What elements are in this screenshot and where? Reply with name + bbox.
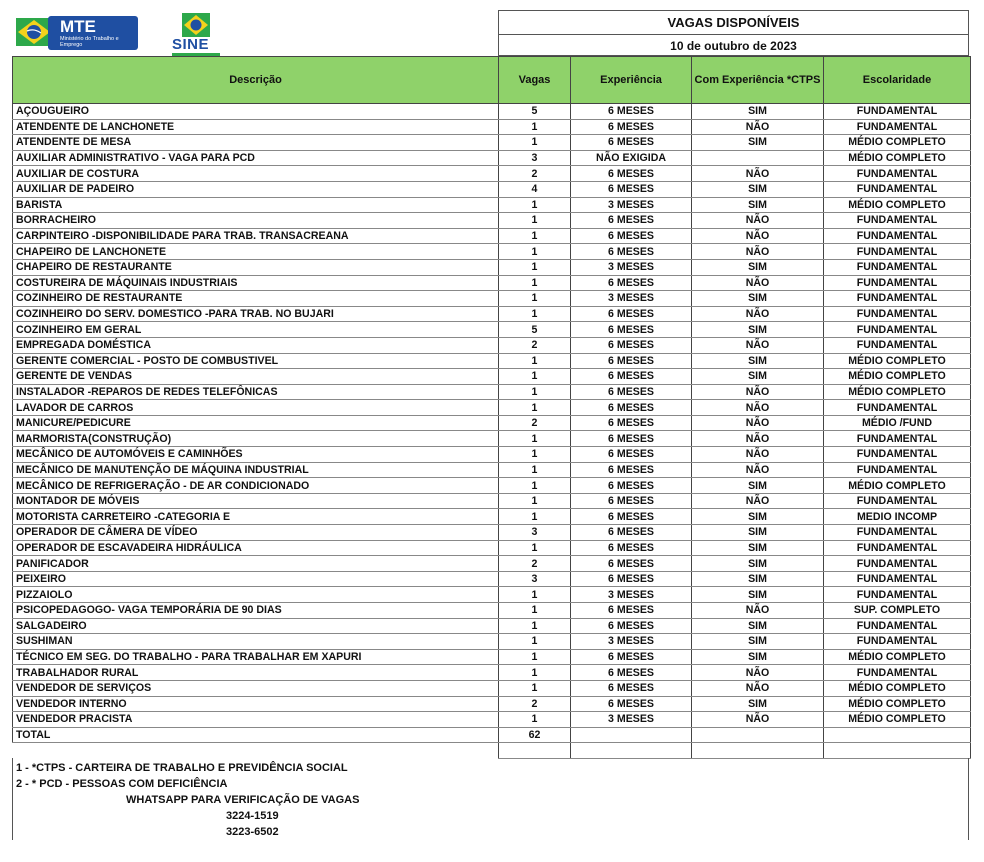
note-whatsapp: WHATSAPP PARA VERIFICAÇÃO DE VAGAS xyxy=(126,794,360,806)
cell-experiencia: 6 MESES xyxy=(571,166,692,182)
cell-experiencia: 6 MESES xyxy=(571,603,692,619)
cell-escolaridade: MÉDIO COMPLETO xyxy=(824,680,971,696)
table-row xyxy=(13,275,971,291)
table-row xyxy=(13,447,971,463)
cell-escolaridade: MÉDIO COMPLETO xyxy=(824,649,971,665)
cell-descricao: GERENTE COMERCIAL - POSTO DE COMBUSTIVEL xyxy=(13,353,499,369)
cell-ctps: NÃO xyxy=(692,306,824,322)
cell-descricao: GERENTE DE VENDAS xyxy=(13,369,499,385)
blank-cell xyxy=(824,743,971,759)
cell-escolaridade: FUNDAMENTAL xyxy=(824,462,971,478)
table-row xyxy=(13,634,971,650)
cell-experiencia: 6 MESES xyxy=(571,618,692,634)
cell-descricao: MECÂNICO DE REFRIGERAÇÃO - DE AR CONDICIONADO xyxy=(13,478,499,494)
cell-vagas: 2 xyxy=(499,696,571,712)
cell-experiencia: 6 MESES xyxy=(571,493,692,509)
blank-cell xyxy=(13,743,499,759)
table-row xyxy=(13,680,971,696)
blank-cell xyxy=(692,743,824,759)
cell-escolaridade: FUNDAMENTAL xyxy=(824,166,971,182)
cell-escolaridade: FUNDAMENTAL xyxy=(824,104,971,120)
cell-ctps: SIM xyxy=(692,634,824,650)
cell-experiencia: 3 MESES xyxy=(571,587,692,603)
cell-descricao: LAVADOR DE CARROS xyxy=(13,400,499,416)
table-row xyxy=(13,213,971,229)
sine-flag-icon xyxy=(180,12,212,38)
cell-descricao: MARMORISTA(CONSTRUÇÃO) xyxy=(13,431,499,447)
cell-ctps: NÃO xyxy=(692,275,824,291)
cell-vagas: 4 xyxy=(499,181,571,197)
cell-descricao: COZINHEIRO DO SERV. DOMESTICO -PARA TRAB. NO BUJARI xyxy=(13,306,499,322)
cell-ctps: NÃO xyxy=(692,166,824,182)
note-ctps: 1 - *CTPS - CARTEIRA DE TRABALHO E PREVIDÊNCIA SOCIAL xyxy=(16,762,348,774)
cell-escolaridade: FUNDAMENTAL xyxy=(824,337,971,353)
cell-experiencia: 6 MESES xyxy=(571,104,692,120)
cell-ctps: NÃO xyxy=(692,400,824,416)
cell-ctps: NÃO xyxy=(692,244,824,260)
cell-vagas: 1 xyxy=(499,213,571,229)
table-row xyxy=(13,696,971,712)
table-row xyxy=(13,353,971,369)
table-row xyxy=(13,228,971,244)
cell-vagas: 1 xyxy=(499,369,571,385)
table-row xyxy=(13,603,971,619)
cell-ctps: SIM xyxy=(692,353,824,369)
cell-ctps: SIM xyxy=(692,525,824,541)
col-header-escolaridade: Escolaridade xyxy=(824,57,971,104)
cell-experiencia: 6 MESES xyxy=(571,415,692,431)
cell-experiencia: 6 MESES xyxy=(571,322,692,338)
cell-descricao: CARPINTEIRO -DISPONIBILIDADE PARA TRAB. TRANSACREANA xyxy=(13,228,499,244)
cell-descricao: BARISTA xyxy=(13,197,499,213)
col-header-vagas: Vagas xyxy=(499,57,571,104)
footer-left-border xyxy=(12,758,13,840)
cell-vagas: 1 xyxy=(499,291,571,307)
cell-descricao: VENDEDOR DE SERVIÇOS xyxy=(13,680,499,696)
table-row xyxy=(13,337,971,353)
cell-vagas: 1 xyxy=(499,306,571,322)
cell-descricao: MANICURE/PEDICURE xyxy=(13,415,499,431)
cell-experiencia: 3 MESES xyxy=(571,197,692,213)
cell-vagas: 1 xyxy=(499,634,571,650)
cell-experiencia: 6 MESES xyxy=(571,680,692,696)
table-body xyxy=(13,104,971,728)
date-label: 10 de outubro de 2023 xyxy=(670,39,797,53)
cell-vagas: 1 xyxy=(499,228,571,244)
blank-cell xyxy=(499,743,571,759)
table-row xyxy=(13,291,971,307)
cell-escolaridade: FUNDAMENTAL xyxy=(824,618,971,634)
table-row xyxy=(13,540,971,556)
note-pcd: 2 - * PCD - PESSOAS COM DEFICIÊNCIA xyxy=(16,778,228,790)
cell-experiencia: 6 MESES xyxy=(571,213,692,229)
cell-experiencia: 3 MESES xyxy=(571,291,692,307)
table-row xyxy=(13,665,971,681)
cell-ctps: SIM xyxy=(692,509,824,525)
cell-descricao: AÇOUGUEIRO xyxy=(13,104,499,120)
cell-experiencia: 6 MESES xyxy=(571,384,692,400)
cell-ctps: SIM xyxy=(692,478,824,494)
col-header-descricao: Descrição xyxy=(13,57,499,104)
cell-ctps: SIM xyxy=(692,291,824,307)
cell-vagas: 1 xyxy=(499,244,571,260)
cell-ctps: SIM xyxy=(692,540,824,556)
mte-badge xyxy=(48,16,138,50)
cell-vagas: 3 xyxy=(499,571,571,587)
cell-experiencia: 6 MESES xyxy=(571,369,692,385)
cell-escolaridade: MÉDIO COMPLETO xyxy=(824,369,971,385)
cell-ctps: SIM xyxy=(692,135,824,151)
cell-ctps: SIM xyxy=(692,259,824,275)
cell-vagas: 1 xyxy=(499,431,571,447)
cell-ctps xyxy=(692,150,824,166)
cell-experiencia: 6 MESES xyxy=(571,119,692,135)
cell-escolaridade: FUNDAMENTAL xyxy=(824,571,971,587)
table-row xyxy=(13,306,971,322)
brazil-flag-icon xyxy=(16,14,52,50)
sine-title: SINE xyxy=(172,36,210,53)
cell-experiencia: 6 MESES xyxy=(571,306,692,322)
cell-vagas: 1 xyxy=(499,493,571,509)
cell-ctps: SIM xyxy=(692,197,824,213)
cell-experiencia: 6 MESES xyxy=(571,275,692,291)
logos-area xyxy=(12,10,498,56)
cell-vagas: 1 xyxy=(499,197,571,213)
cell-ctps: NÃO xyxy=(692,384,824,400)
cell-ctps: NÃO xyxy=(692,665,824,681)
table-row xyxy=(13,478,971,494)
cell-descricao: MECÂNICO DE AUTOMÓVEIS E CAMINHÕES xyxy=(13,447,499,463)
cell-descricao: ATENDENTE DE LANCHONETE xyxy=(13,119,499,135)
cell-escolaridade: FUNDAMENTAL xyxy=(824,431,971,447)
cell-experiencia: 6 MESES xyxy=(571,696,692,712)
table-row xyxy=(13,571,971,587)
cell-experiencia: 3 MESES xyxy=(571,712,692,728)
cell-descricao: MONTADOR DE MÓVEIS xyxy=(13,493,499,509)
cell-descricao: PEIXEIRO xyxy=(13,571,499,587)
cell-descricao: MOTORISTA CARRETEIRO -CATEGORIA E xyxy=(13,509,499,525)
cell-escolaridade: SUP. COMPLETO xyxy=(824,603,971,619)
cell-experiencia: 6 MESES xyxy=(571,478,692,494)
cell-escolaridade: FUNDAMENTAL xyxy=(824,587,971,603)
cell-descricao: AUXILIAR ADMINISTRATIVO - VAGA PARA PCD xyxy=(13,150,499,166)
cell-experiencia: 6 MESES xyxy=(571,540,692,556)
cell-escolaridade: FUNDAMENTAL xyxy=(824,181,971,197)
cell-vagas: 1 xyxy=(499,135,571,151)
cell-escolaridade: MÉDIO COMPLETO xyxy=(824,478,971,494)
title-box xyxy=(498,10,969,56)
cell-escolaridade: MEDIO INCOMP xyxy=(824,509,971,525)
table-row xyxy=(13,369,971,385)
cell-escolaridade: FUNDAMENTAL xyxy=(824,322,971,338)
cell-experiencia: 6 MESES xyxy=(571,181,692,197)
cell-ctps: NÃO xyxy=(692,228,824,244)
table-row xyxy=(13,493,971,509)
table-row xyxy=(13,400,971,416)
cell-escolaridade: FUNDAMENTAL xyxy=(824,119,971,135)
cell-experiencia: 6 MESES xyxy=(571,353,692,369)
total-value: 62 xyxy=(499,727,571,743)
cell-experiencia: 6 MESES xyxy=(571,244,692,260)
cell-descricao: BORRACHEIRO xyxy=(13,213,499,229)
col-header-experiencia: Experiência xyxy=(571,57,692,104)
cell-ctps: NÃO xyxy=(692,431,824,447)
cell-ctps: SIM xyxy=(692,181,824,197)
cell-descricao: VENDEDOR INTERNO xyxy=(13,696,499,712)
cell-vagas: 1 xyxy=(499,603,571,619)
cell-ctps: SIM xyxy=(692,696,824,712)
mte-subtitle: Ministério do Trabalho e Emprego xyxy=(60,36,119,48)
cell-escolaridade: FUNDAMENTAL xyxy=(824,306,971,322)
table-row xyxy=(13,649,971,665)
cell-descricao: VENDEDOR PRACISTA xyxy=(13,712,499,728)
cell-experiencia: 6 MESES xyxy=(571,665,692,681)
cell-vagas: 1 xyxy=(499,259,571,275)
table-row xyxy=(13,104,971,120)
col-header-ctps: Com Experiência *CTPS xyxy=(692,57,824,104)
cell-descricao: OPERADOR DE ESCAVADEIRA HIDRÁULICA xyxy=(13,540,499,556)
cell-experiencia: 3 MESES xyxy=(571,634,692,650)
mte-title: MTE xyxy=(60,17,96,36)
cell-vagas: 1 xyxy=(499,509,571,525)
cell-escolaridade: FUNDAMENTAL xyxy=(824,447,971,463)
cell-ctps: SIM xyxy=(692,587,824,603)
table-row xyxy=(13,462,971,478)
cell-escolaridade: MÉDIO COMPLETO xyxy=(824,696,971,712)
table-row xyxy=(13,322,971,338)
jobs-table xyxy=(12,56,971,759)
cell-escolaridade: FUNDAMENTAL xyxy=(824,275,971,291)
cell-vagas: 2 xyxy=(499,166,571,182)
cell-experiencia: 6 MESES xyxy=(571,509,692,525)
cell-escolaridade: FUNDAMENTAL xyxy=(824,213,971,229)
cell-descricao: INSTALADOR -REPAROS DE REDES TELEFÔNICAS xyxy=(13,384,499,400)
cell-ctps: NÃO xyxy=(692,337,824,353)
cell-escolaridade: FUNDAMENTAL xyxy=(824,400,971,416)
cell-descricao: AUXILIAR DE PADEIRO xyxy=(13,181,499,197)
cell-descricao: PANIFICADOR xyxy=(13,556,499,572)
cell-vagas: 2 xyxy=(499,415,571,431)
cell-escolaridade: MÉDIO COMPLETO xyxy=(824,135,971,151)
blank-row xyxy=(13,743,971,759)
cell-descricao: TRABALHADOR RURAL xyxy=(13,665,499,681)
cell-ctps: SIM xyxy=(692,322,824,338)
cell-vagas: 5 xyxy=(499,322,571,338)
cell-vagas: 1 xyxy=(499,649,571,665)
cell-descricao: ATENDENTE DE MESA xyxy=(13,135,499,151)
cell-experiencia: 6 MESES xyxy=(571,571,692,587)
cell-escolaridade: MÉDIO COMPLETO xyxy=(824,197,971,213)
blank-cell xyxy=(571,743,692,759)
cell-ctps: NÃO xyxy=(692,712,824,728)
cell-experiencia: 6 MESES xyxy=(571,447,692,463)
cell-experiencia: 6 MESES xyxy=(571,400,692,416)
cell-escolaridade: MÉDIO COMPLETO xyxy=(824,150,971,166)
cell-descricao: CHAPEIRO DE RESTAURANTE xyxy=(13,259,499,275)
footer-right-border xyxy=(968,758,969,840)
cell-escolaridade: MÉDIO COMPLETO xyxy=(824,712,971,728)
cell-escolaridade: FUNDAMENTAL xyxy=(824,259,971,275)
cell-escolaridade: MÉDIO COMPLETO xyxy=(824,353,971,369)
cell-descricao: EMPREGADA DOMÉSTICA xyxy=(13,337,499,353)
cell-ctps: SIM xyxy=(692,556,824,572)
cell-experiencia: 6 MESES xyxy=(571,525,692,541)
cell-experiencia: 6 MESES xyxy=(571,556,692,572)
table-header-row xyxy=(13,57,971,104)
cell-ctps: NÃO xyxy=(692,680,824,696)
cell-vagas: 1 xyxy=(499,119,571,135)
table-row xyxy=(13,431,971,447)
cell-escolaridade: FUNDAMENTAL xyxy=(824,665,971,681)
cell-vagas: 1 xyxy=(499,275,571,291)
cell-vagas: 1 xyxy=(499,540,571,556)
cell-experiencia: 6 MESES xyxy=(571,135,692,151)
table-row xyxy=(13,135,971,151)
cell-descricao: SUSHIMAN xyxy=(13,634,499,650)
cell-ctps: NÃO xyxy=(692,462,824,478)
cell-descricao: COSTUREIRA DE MÁQUINAIS INDUSTRIAIS xyxy=(13,275,499,291)
cell-experiencia: 6 MESES xyxy=(571,228,692,244)
cell-descricao: MECÂNICO DE MANUTENÇÃO DE MÁQUINA INDUSTRIAL xyxy=(13,462,499,478)
cell-vagas: 1 xyxy=(499,478,571,494)
cell-escolaridade: FUNDAMENTAL xyxy=(824,244,971,260)
cell-descricao: CHAPEIRO DE LANCHONETE xyxy=(13,244,499,260)
total-empty-cell xyxy=(692,727,824,743)
table-row xyxy=(13,119,971,135)
cell-experiencia: 6 MESES xyxy=(571,649,692,665)
total-label: TOTAL xyxy=(13,727,499,743)
table-row xyxy=(13,415,971,431)
cell-ctps: SIM xyxy=(692,649,824,665)
footnotes xyxy=(16,760,359,840)
mte-logo xyxy=(16,12,126,52)
cell-vagas: 1 xyxy=(499,680,571,696)
cell-escolaridade: MÉDIO /FUND xyxy=(824,415,971,431)
cell-ctps: SIM xyxy=(692,104,824,120)
cell-escolaridade: MÉDIO COMPLETO xyxy=(824,384,971,400)
cell-vagas: 2 xyxy=(499,556,571,572)
cell-ctps: NÃO xyxy=(692,119,824,135)
table-row xyxy=(13,244,971,260)
phone-2: 3223-6502 xyxy=(226,826,279,838)
table-row xyxy=(13,556,971,572)
phone-1: 3224-1519 xyxy=(226,810,279,822)
cell-vagas: 1 xyxy=(499,665,571,681)
cell-vagas: 1 xyxy=(499,712,571,728)
cell-descricao: COZINHEIRO EM GERAL xyxy=(13,322,499,338)
page-title: VAGAS DISPONÍVEIS xyxy=(499,11,968,35)
cell-experiencia: 3 MESES xyxy=(571,259,692,275)
cell-vagas: 1 xyxy=(499,353,571,369)
cell-escolaridade: FUNDAMENTAL xyxy=(824,525,971,541)
cell-ctps: SIM xyxy=(692,369,824,385)
cell-descricao: AUXILIAR DE COSTURA xyxy=(13,166,499,182)
cell-vagas: 1 xyxy=(499,447,571,463)
cell-vagas: 1 xyxy=(499,462,571,478)
cell-descricao: TÉCNICO EM SEG. DO TRABALHO - PARA TRABALHAR EM XAPURI xyxy=(13,649,499,665)
sine-logo xyxy=(172,12,228,56)
total-row xyxy=(13,727,971,743)
table-row xyxy=(13,150,971,166)
cell-experiencia: 6 MESES xyxy=(571,431,692,447)
table-row xyxy=(13,618,971,634)
cell-vagas: 3 xyxy=(499,150,571,166)
cell-descricao: PSICOPEDAGOGO- VAGA TEMPORÁRIA DE 90 DIAS xyxy=(13,603,499,619)
cell-vagas: 1 xyxy=(499,618,571,634)
total-empty-cell xyxy=(824,727,971,743)
cell-vagas: 5 xyxy=(499,104,571,120)
cell-ctps: NÃO xyxy=(692,603,824,619)
table-row xyxy=(13,197,971,213)
cell-ctps: NÃO xyxy=(692,447,824,463)
cell-vagas: 1 xyxy=(499,400,571,416)
cell-experiencia: 6 MESES xyxy=(571,462,692,478)
table-row xyxy=(13,509,971,525)
cell-vagas: 3 xyxy=(499,525,571,541)
table-row xyxy=(13,525,971,541)
table-row xyxy=(13,587,971,603)
cell-vagas: 1 xyxy=(499,384,571,400)
table-row xyxy=(13,712,971,728)
cell-descricao: COZINHEIRO DE RESTAURANTE xyxy=(13,291,499,307)
cell-ctps: SIM xyxy=(692,618,824,634)
total-empty-cell xyxy=(571,727,692,743)
table-row xyxy=(13,181,971,197)
cell-experiencia: NÃO EXIGIDA xyxy=(571,150,692,166)
cell-descricao: OPERADOR DE CÂMERA DE VÍDEO xyxy=(13,525,499,541)
cell-escolaridade: FUNDAMENTAL xyxy=(824,291,971,307)
cell-descricao: SALGADEIRO xyxy=(13,618,499,634)
cell-experiencia: 6 MESES xyxy=(571,337,692,353)
cell-ctps: SIM xyxy=(692,571,824,587)
table-row xyxy=(13,166,971,182)
cell-escolaridade: FUNDAMENTAL xyxy=(824,540,971,556)
cell-descricao: PIZZAIOLO xyxy=(13,587,499,603)
cell-escolaridade: FUNDAMENTAL xyxy=(824,634,971,650)
cell-vagas: 2 xyxy=(499,337,571,353)
cell-escolaridade: FUNDAMENTAL xyxy=(824,228,971,244)
cell-ctps: NÃO xyxy=(692,213,824,229)
cell-vagas: 1 xyxy=(499,587,571,603)
cell-escolaridade: FUNDAMENTAL xyxy=(824,493,971,509)
table-row xyxy=(13,259,971,275)
cell-ctps: NÃO xyxy=(692,493,824,509)
table-row xyxy=(13,384,971,400)
cell-escolaridade: FUNDAMENTAL xyxy=(824,556,971,572)
cell-ctps: NÃO xyxy=(692,415,824,431)
